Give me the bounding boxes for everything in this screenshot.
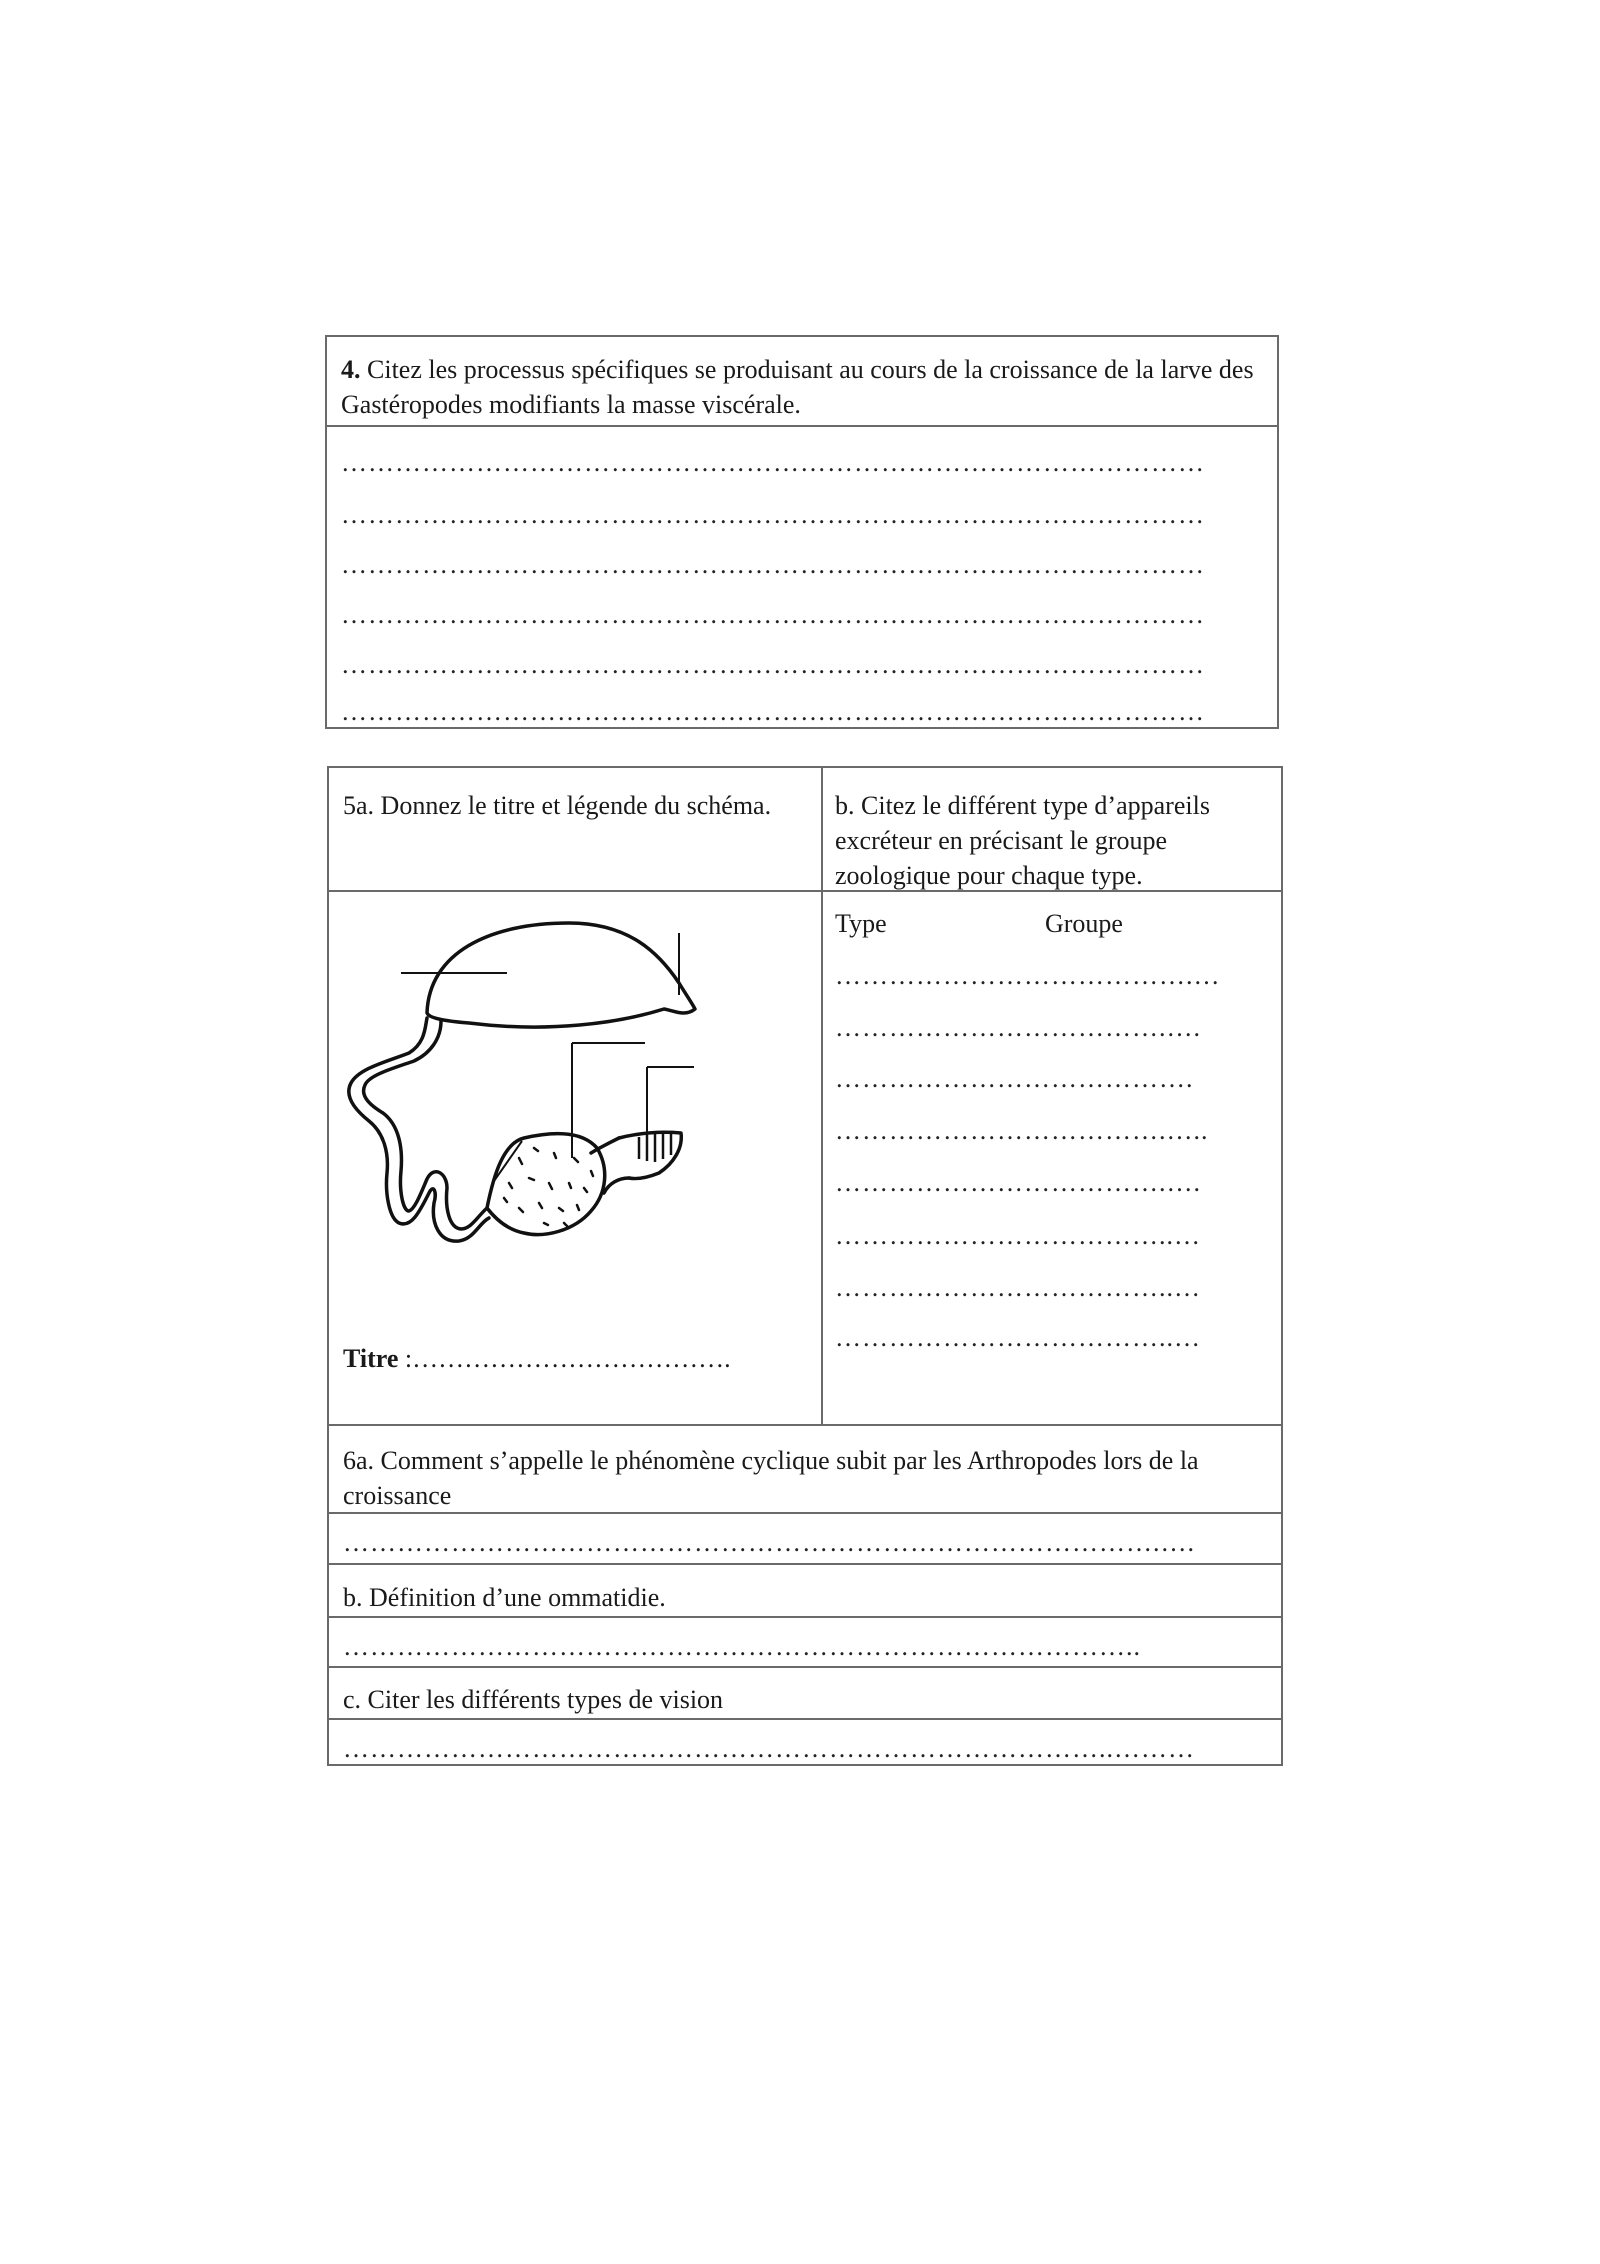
answer-line[interactable]: ……………………………….….. [835, 1118, 1209, 1144]
divider [329, 1424, 1281, 1426]
question-4-box [325, 335, 1279, 729]
answer-line[interactable]: …………………………………………………………………………………… [341, 699, 1205, 725]
diagram-title-blank: :………………………………. [398, 1344, 731, 1373]
questions-5-6-box [327, 766, 1283, 1766]
answer-line[interactable]: …………………………………………………………………………………… [341, 552, 1205, 578]
question-6c-prompt: c. Citer les différents types de vision [343, 1685, 724, 1714]
diagram-title-label: Titre [343, 1344, 399, 1373]
divider [329, 1512, 1281, 1514]
question-4-prompt [341, 352, 1257, 422]
divider [329, 1718, 1281, 1720]
answer-line[interactable]: …………………………………………………………………………..……… [343, 1736, 1195, 1762]
question-4-number: 4. [341, 355, 361, 384]
answer-line[interactable]: …………………………………. [835, 1066, 1194, 1092]
question-4-text: Citez les processus spécifiques se produisant au cours de la croissance de la larve des Gastéropodes modifiants la masse viscérale. [341, 355, 1254, 419]
answer-line[interactable]: …………………………………………………………………………………… [341, 652, 1205, 678]
divider [327, 425, 1277, 427]
answer-line[interactable]: ……………………………………………………………………………….…. [343, 1530, 1195, 1556]
excretory-organ-diagram [329, 893, 819, 1313]
answer-line[interactable]: ……………………………….…. [835, 1170, 1201, 1196]
question-5b-prompt: b. Citez le différent type d’appareils excréteur en précisant le groupe zoologique pour chaque type. [835, 791, 1210, 890]
question-6b-prompt: b. Définition d’une ommatidie. [343, 1583, 666, 1612]
column-header-type: Type [835, 909, 887, 938]
answer-line[interactable]: ……………………………….…. [835, 1015, 1201, 1041]
question-5a-prompt: 5a. Donnez le titre et légende du schéma. [343, 791, 772, 820]
answer-line[interactable]: ………………………………….… [835, 963, 1221, 989]
question-6a-prompt: 6a. Comment s’appelle le phénomène cyclique subit par les Arthropodes lors de la croissance [343, 1446, 1199, 1510]
answer-line[interactable]: ………………………………..… [835, 1223, 1201, 1249]
column-header-group: Groupe [1045, 909, 1123, 938]
column-divider [821, 768, 823, 1424]
answer-line[interactable]: …………………………………………………………………………………… [341, 502, 1205, 528]
answer-line[interactable]: ………………………………..… [835, 1325, 1201, 1351]
answer-line[interactable]: …………………………………………………………………………………… [341, 602, 1205, 628]
divider [329, 1563, 1281, 1565]
divider [329, 1666, 1281, 1668]
answer-line[interactable]: ………………………………..… [835, 1275, 1201, 1301]
divider [329, 1616, 1281, 1618]
answer-line[interactable]: …………………………………………………………………………………… [341, 450, 1205, 476]
diagram-title-field[interactable] [343, 1341, 731, 1376]
answer-line[interactable]: …………………………………………………………………………….. [343, 1634, 1141, 1660]
